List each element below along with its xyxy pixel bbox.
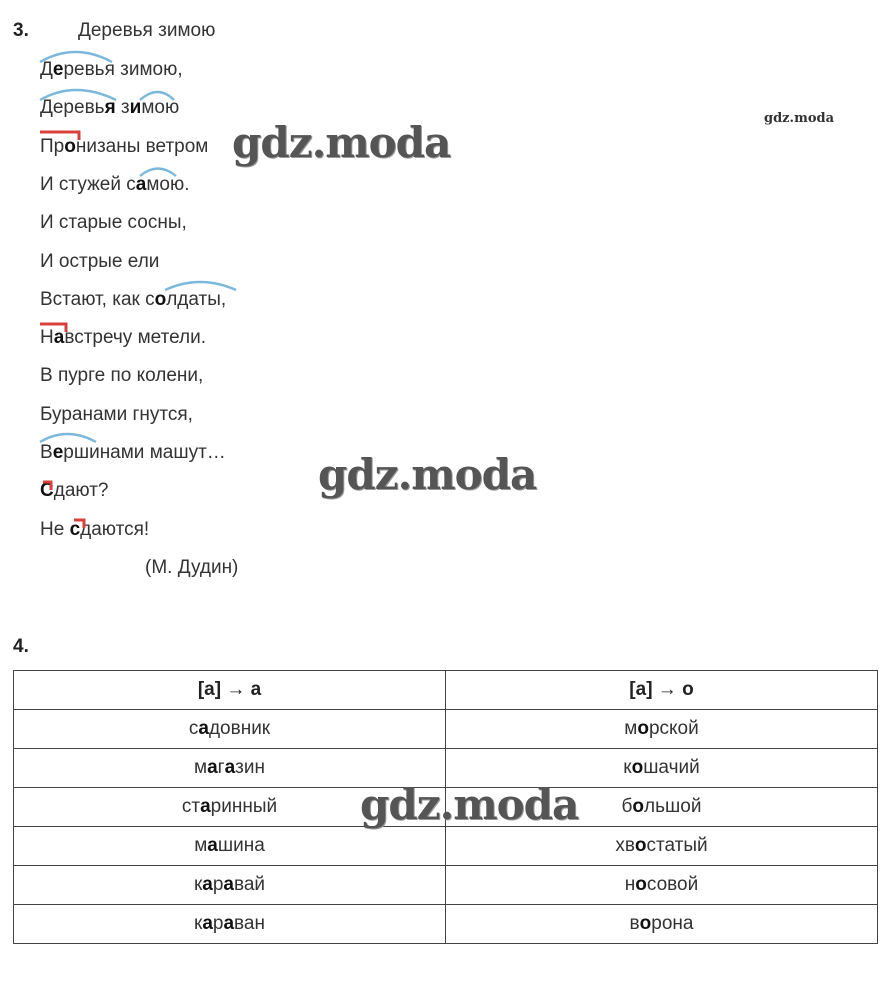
table-row (14, 710, 878, 749)
text-segment: лдаты, (166, 288, 227, 310)
text-segment: мою. (146, 173, 190, 195)
prefix-mark (40, 324, 66, 332)
table-header-o: [а] → о (446, 671, 878, 710)
stressed-vowel: с (69, 518, 81, 540)
text-segment: р (212, 874, 224, 895)
task-4-number: 4. (13, 636, 29, 657)
stressed-vowel: а (223, 913, 235, 934)
stressed-vowel: а (207, 757, 218, 778)
cell-a (14, 866, 446, 905)
text-segment: г (217, 757, 225, 778)
text-segment: н (624, 874, 636, 895)
stressed-vowel: о (632, 796, 645, 817)
text-segment: В пурге по колени, (40, 365, 204, 387)
text-segment: ршинами машут… (63, 442, 226, 463)
watermark-small: gdz.moda (764, 111, 835, 126)
prefix-mark (74, 520, 84, 528)
stressed-vowel: е (52, 59, 64, 80)
watermark: gdz.moda (318, 450, 537, 499)
text-segment: ван (234, 913, 265, 934)
text-segment: м (194, 757, 208, 778)
text-segment: В (40, 442, 53, 463)
prefix-mark (40, 132, 79, 140)
text-segment: к (194, 913, 203, 934)
poem-title: Деревья зимою (78, 20, 216, 41)
cell-o (446, 827, 878, 866)
stressed-vowel: я (104, 97, 116, 119)
stressed-vowel: о (639, 913, 652, 934)
text-segment: И старые сосны, (40, 212, 187, 234)
stressed-vowel: о (634, 835, 647, 856)
text-segment: совой (646, 874, 699, 895)
text-segment: Д (40, 59, 53, 80)
root-arc (165, 282, 236, 290)
text-segment: Деревь (40, 97, 105, 119)
text-segment: рской (648, 718, 699, 739)
cell-a (14, 827, 446, 866)
stressed-vowel: а (200, 796, 211, 817)
text-segment: Буранами гнутся, (40, 403, 193, 425)
stressed-vowel: е (52, 442, 64, 463)
root-arc (40, 52, 112, 62)
text-segment: низаны ветром (75, 135, 209, 157)
text-segment: вай (233, 874, 266, 895)
text-segment: мою (141, 97, 180, 119)
text-segment: шачий (643, 757, 700, 778)
text-segment: з (115, 97, 130, 119)
stressed-vowel: о (154, 288, 167, 310)
text-segment: б (621, 796, 633, 817)
text-segment: Не (40, 518, 70, 540)
table-row (14, 827, 878, 866)
text-segment: шина (217, 835, 265, 856)
task-3-number: 3. (13, 20, 29, 41)
table-row (14, 866, 878, 905)
text-segment: дают? (53, 480, 109, 502)
text-segment: встречу метели. (64, 327, 206, 349)
root-arc (140, 92, 174, 100)
root-arc (40, 434, 96, 442)
stressed-vowel: о (637, 718, 649, 739)
stressed-vowel: и (129, 97, 142, 119)
stressed-vowel: а (202, 913, 213, 934)
text-segment: м (194, 835, 208, 856)
watermark: gdz.moda (232, 118, 451, 167)
text-segment: ринный (210, 796, 278, 817)
stressed-vowel: о (631, 757, 644, 778)
text-segment: м (624, 718, 638, 739)
text-segment: ревья зимою, (63, 59, 183, 80)
text-segment: Пр (40, 135, 65, 157)
text-segment: хв (615, 835, 635, 856)
watermark: gdz.moda (360, 780, 579, 829)
text-segment: статый (646, 835, 708, 856)
cell-o (446, 905, 878, 944)
root-arc (140, 169, 176, 177)
stressed-vowel: о (64, 135, 76, 157)
stressed-vowel: а (223, 874, 234, 895)
table-header-a: [а] → а (14, 671, 446, 710)
stressed-vowel: а (53, 327, 65, 349)
text-segment: И острые ели (40, 250, 160, 272)
text-segment: Встают, как с (40, 288, 155, 310)
stressed-vowel: С (40, 480, 54, 502)
text-segment: к (623, 757, 632, 778)
text-segment: И стужей с (40, 173, 136, 195)
text-segment: ст (181, 796, 201, 817)
text-segment: зин (235, 757, 265, 778)
cell-o (446, 866, 878, 905)
stressed-vowel: а (135, 173, 147, 195)
stressed-vowel: а (224, 757, 236, 778)
cell-a (14, 710, 446, 749)
root-arc (40, 90, 116, 100)
table-row (14, 905, 878, 944)
text-segment: р (212, 913, 224, 934)
stressed-vowel: о (635, 874, 647, 895)
text-segment: Н (40, 327, 54, 349)
stressed-vowel: а (198, 718, 209, 739)
text-segment: в (629, 913, 640, 934)
text-segment: довник (208, 718, 271, 739)
prefix-mark (43, 482, 51, 490)
text-segment: с (188, 718, 199, 739)
text-segment: льшой (644, 796, 702, 817)
text-segment: рона (651, 913, 694, 934)
stressed-vowel: а (207, 835, 218, 856)
stressed-vowel: а (202, 874, 213, 895)
cell-a (14, 905, 446, 944)
text-segment: даются! (80, 518, 150, 540)
text-segment: к (193, 874, 203, 895)
cell-o (446, 710, 878, 749)
poem-author: (М. Дудин) (145, 557, 239, 578)
